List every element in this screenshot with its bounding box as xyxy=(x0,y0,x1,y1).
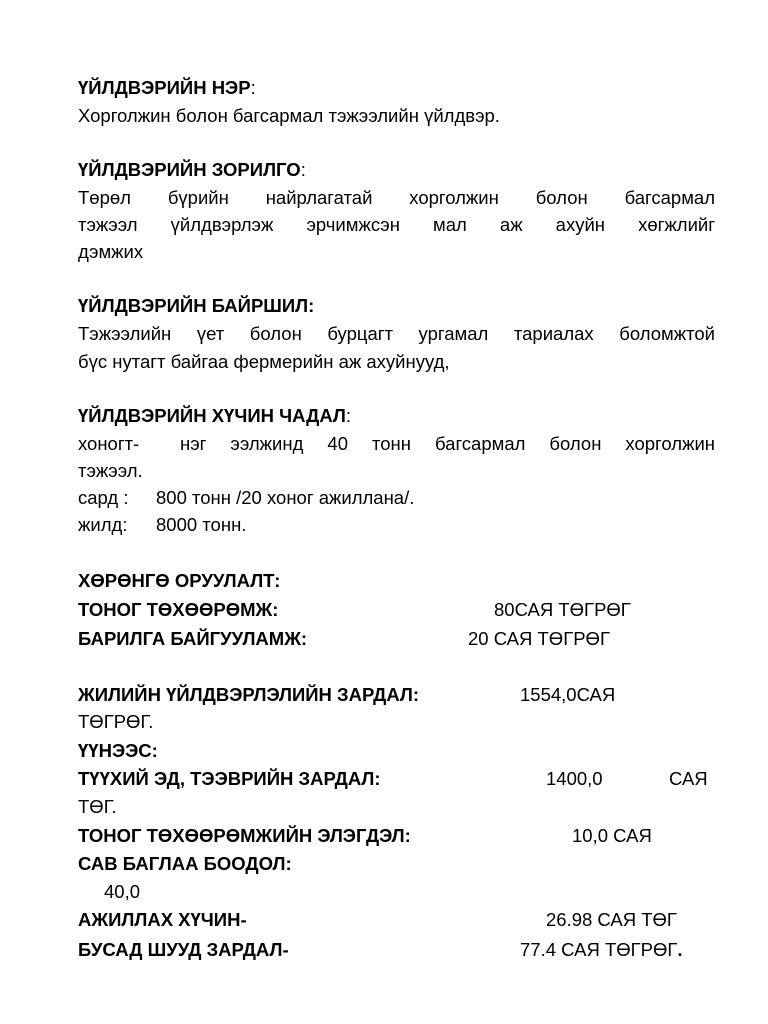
name-text: Хорголжин болон багсармал тэжээлийн үйлдвэр. xyxy=(78,105,500,126)
equipment-value: 80САЯ ТӨГРӨГ xyxy=(494,599,631,620)
goal-heading-colon: : xyxy=(300,159,306,180)
other-direct-cost-value-line xyxy=(520,939,683,961)
capacity-yearly-label: жилд: xyxy=(78,514,128,535)
name-heading-colon: : xyxy=(250,77,256,98)
goal-heading-line xyxy=(78,159,306,181)
goal-text-line-3: дэмжих xyxy=(78,241,144,262)
goal-text-line-1: Төрөл бүрийн найрлагатай хорголжин болон багсармал xyxy=(78,187,715,208)
raw-material-label: ТҮҮХИЙ ЭД, ТЭЭВРИЙН ЗАРДАЛ: xyxy=(78,768,381,789)
capacity-daily-continued: тэжээл. xyxy=(78,460,143,481)
capacity-heading-colon: : xyxy=(345,405,352,426)
other-direct-cost-label: БУСАД ШУУД ЗАРДАЛ- xyxy=(78,939,289,960)
location-text-line-2: бүс нутагт байгаа фермерийн аж ахуйнууд, xyxy=(78,351,450,372)
location-heading: ҮЙЛДВЭРИЙН БАЙРШИЛ: xyxy=(78,295,315,316)
including-heading: ҮҮНЭЭС: xyxy=(78,740,158,761)
raw-material-unit: САЯ xyxy=(669,768,708,789)
capacity-daily-text: нэг ээлжинд 40 тонн багсармал болон хорголжин xyxy=(180,433,715,454)
depreciation-label: ТОНОГ ТӨХӨӨРӨМЖИЙН ЭЛЭГДЭЛ: xyxy=(78,825,411,846)
labor-value: 26.98 САЯ ТӨГ xyxy=(546,909,677,930)
capacity-heading: ҮЙЛДВЭРИЙН ХҮЧИН ЧАДАЛ xyxy=(78,405,346,426)
annual-cost-label: ЖИЛИЙН ҮЙЛДВЭРЛЭЛИЙН ЗАРДАЛ: xyxy=(78,684,420,705)
name-heading-line xyxy=(78,77,256,99)
capacity-yearly-text: 8000 тонн. xyxy=(156,514,247,535)
name-heading: ҮЙЛДВЭРИЙН НЭР xyxy=(78,77,251,98)
annual-cost-continued: ТӨГРӨГ. xyxy=(78,711,154,732)
packaging-value: 40,0 xyxy=(104,881,141,902)
location-text-line-1: Тэжээлийн үет болон бурцагт ургамал тариалах боломжтой xyxy=(78,323,715,344)
goal-heading: ҮЙЛДВЭРИЙН ЗОРИЛГО xyxy=(78,159,301,180)
capacity-monthly-label: сард : xyxy=(78,487,129,508)
other-direct-cost-period: . xyxy=(677,939,683,960)
raw-material-value: 1400,0 xyxy=(546,768,603,789)
building-label: БАРИЛГА БАЙГУУЛАМЖ: xyxy=(78,628,308,649)
labor-label: АЖИЛЛАХ ХҮЧИН- xyxy=(78,909,247,930)
packaging-label: САВ БАГЛАА БООДОЛ: xyxy=(78,853,292,874)
capacity-heading-line xyxy=(78,405,351,427)
depreciation-value: 10,0 САЯ xyxy=(572,825,652,846)
goal-text-line-2: тэжээл үйлдвэрлэж эрчимжсэн мал аж ахуйн хөгжлийг xyxy=(78,214,715,235)
raw-material-continued: ТӨГ. xyxy=(78,796,117,817)
capacity-daily-label: хоногт- xyxy=(78,433,140,454)
investment-heading: ХӨРӨНГӨ ОРУУЛАЛТ: xyxy=(78,570,281,591)
other-direct-cost-value: 77.4 САЯ ТӨГРӨГ xyxy=(520,939,678,960)
capacity-monthly-text: 800 тонн /20 хоног ажиллана/. xyxy=(156,487,415,508)
equipment-label: ТОНОГ ТӨХӨӨРӨМЖ: xyxy=(78,599,279,620)
annual-cost-value: 1554,0САЯ xyxy=(520,684,616,705)
building-value: 20 САЯ ТӨГРӨГ xyxy=(468,628,610,649)
